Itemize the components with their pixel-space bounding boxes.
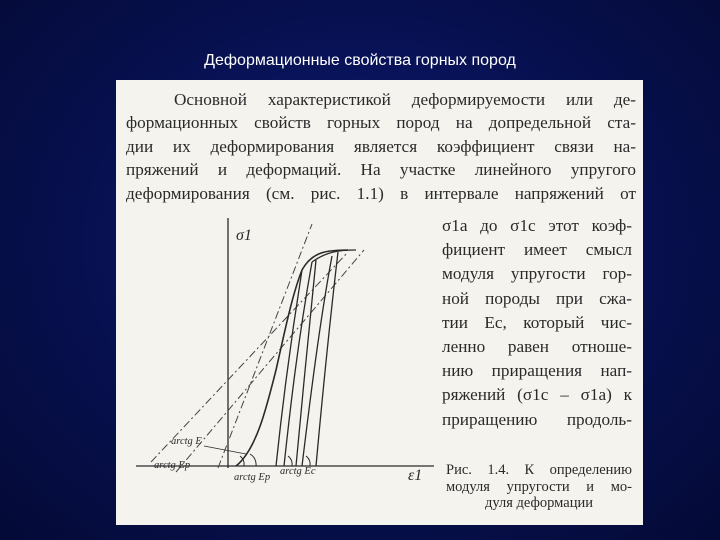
paragraph-line: деформирования (см. рис. 1.1) в интервале напряжений от — [126, 183, 636, 203]
label-arctg-Ep-left: arctg Ep — [154, 460, 191, 471]
side-line: тии Ec, который чис- — [442, 312, 632, 332]
label-leader-E — [204, 446, 246, 454]
paragraph-line: пряжений и деформаций. На участке линейного упругого — [126, 160, 636, 180]
angle-arc-ec — [306, 456, 310, 466]
side-line: нию приращения нап- — [442, 361, 632, 381]
side-line: фициент имеет смысл — [442, 240, 632, 260]
caption-line: дуля деформации — [485, 495, 593, 511]
side-line: ленно равен отноше- — [442, 337, 632, 357]
tangent-line-elastic — [218, 224, 312, 468]
y-axis-label: σ1 — [236, 227, 252, 244]
scanned-page — [116, 80, 643, 525]
slide-title: Деформационные свойства горных пород — [204, 52, 516, 69]
side-line: σ1a до σ1c этот коэф- — [442, 216, 632, 235]
unloading-curve-1 — [276, 270, 302, 466]
side-line: ряжений (σ1c – σ1a) к — [442, 385, 632, 405]
caption-line: модуля упругости и мо- — [446, 478, 632, 495]
stress-strain-figure — [116, 210, 446, 500]
peak-cap — [312, 250, 356, 262]
tangent-line-secant — [151, 252, 348, 462]
label-arctg-Ep-mid: arctg Ep — [234, 472, 271, 483]
paragraph-line: формационных свойств горных пород на допредельной ста- — [126, 113, 636, 133]
paragraph-line: дии их деформирования является коэффициент связи на- — [126, 136, 636, 156]
caption-line: Рис. 1.4. К определению — [446, 462, 632, 478]
main-paragraph — [126, 88, 636, 205]
x-axis-label: ε1 — [408, 467, 423, 484]
label-arctg-Ec: arctg Ec — [280, 466, 316, 477]
label-arctg-E: arctg E — [171, 436, 202, 447]
side-paragraph — [442, 214, 632, 432]
paragraph-line: Основной характеристикой деформируемости или де- — [174, 90, 636, 109]
angle-arc-elastic — [250, 454, 256, 466]
side-line: приращению продоль- — [442, 409, 632, 429]
figure-caption — [446, 462, 632, 512]
loading-curve — [236, 250, 348, 466]
side-line: ной породы при сжа- — [442, 288, 632, 308]
side-line: модуля упругости гор- — [442, 264, 632, 284]
angle-arc-ep-mid — [288, 456, 292, 466]
tangent-line-deformation — [176, 250, 364, 472]
